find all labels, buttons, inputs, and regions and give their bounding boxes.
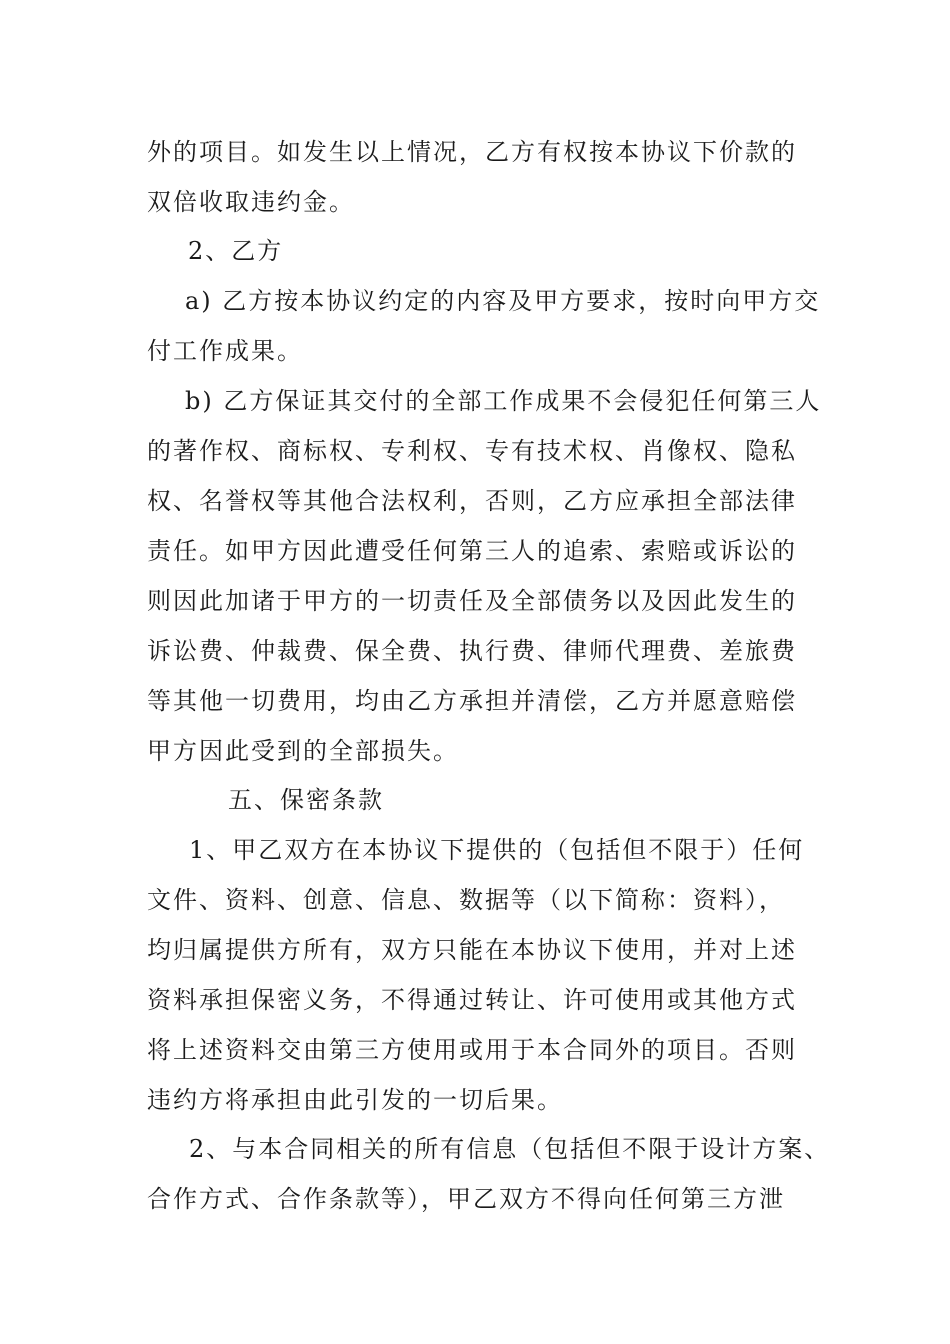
section-five-heading: 五、保密条款 — [228, 786, 384, 814]
confidential-2-line-2: 合作方式、合作条款等），甲乙双方不得向任何第三方泄 — [147, 1185, 785, 1213]
item-b-line-7: 等其他一切费用，均由乙方承担并清偿，乙方并愿意赔偿 — [147, 687, 797, 715]
item-b-line-6: 诉讼费、仲裁费、保全费、执行费、律师代理费、差旅费 — [147, 637, 797, 665]
confidential-1-line-6: 违约方将承担由此引发的一切后果。 — [147, 1086, 563, 1114]
carryover-line-2: 双倍收取违约金。 — [147, 188, 355, 216]
item-a-line-1: a) 乙方按本协议约定的内容及甲方要求，按时向甲方交 — [185, 287, 821, 315]
confidential-1-line-4: 资料承担保密义务，不得通过转让、许可使用或其他方式 — [147, 986, 797, 1014]
confidential-1-line-2: 文件、资料、创意、信息、数据等（以下简称：资料）， — [147, 886, 785, 914]
item-b-line-4: 责任。如甲方因此遭受任何第三人的追索、索赔或诉讼的 — [147, 537, 797, 565]
confidential-1-line-1: 1、甲乙双方在本协议下提供的（包括但不限于）任何 — [189, 836, 805, 864]
confidential-2-line-1: 2、与本合同相关的所有信息（包括但不限于设计方案、 — [189, 1135, 831, 1163]
confidential-1-line-3: 均归属提供方所有，双方只能在本协议下使用，并对上述 — [147, 936, 797, 964]
item-b-line-2: 的著作权、商标权、专利权、专有技术权、肖像权、隐私 — [147, 437, 797, 465]
carryover-line-1: 外的项目。如发生以上情况，乙方有权按本协议下价款的 — [147, 138, 797, 166]
item-a-line-2: 付工作成果。 — [147, 337, 303, 365]
item-b-line-8: 甲方因此受到的全部损失。 — [147, 737, 459, 765]
item-b-line-1: b) 乙方保证其交付的全部工作成果不会侵犯任何第三人 — [185, 387, 822, 415]
item-b-line-5: 则因此加诸于甲方的一切责任及全部债务以及因此发生的 — [147, 587, 797, 615]
party-b-heading: 2、乙方 — [188, 237, 284, 265]
item-b-line-3: 权、名誉权等其他合法权利，否则，乙方应承担全部法律 — [147, 487, 797, 515]
confidential-1-line-5: 将上述资料交由第三方使用或用于本合同外的项目。否则 — [147, 1036, 797, 1064]
